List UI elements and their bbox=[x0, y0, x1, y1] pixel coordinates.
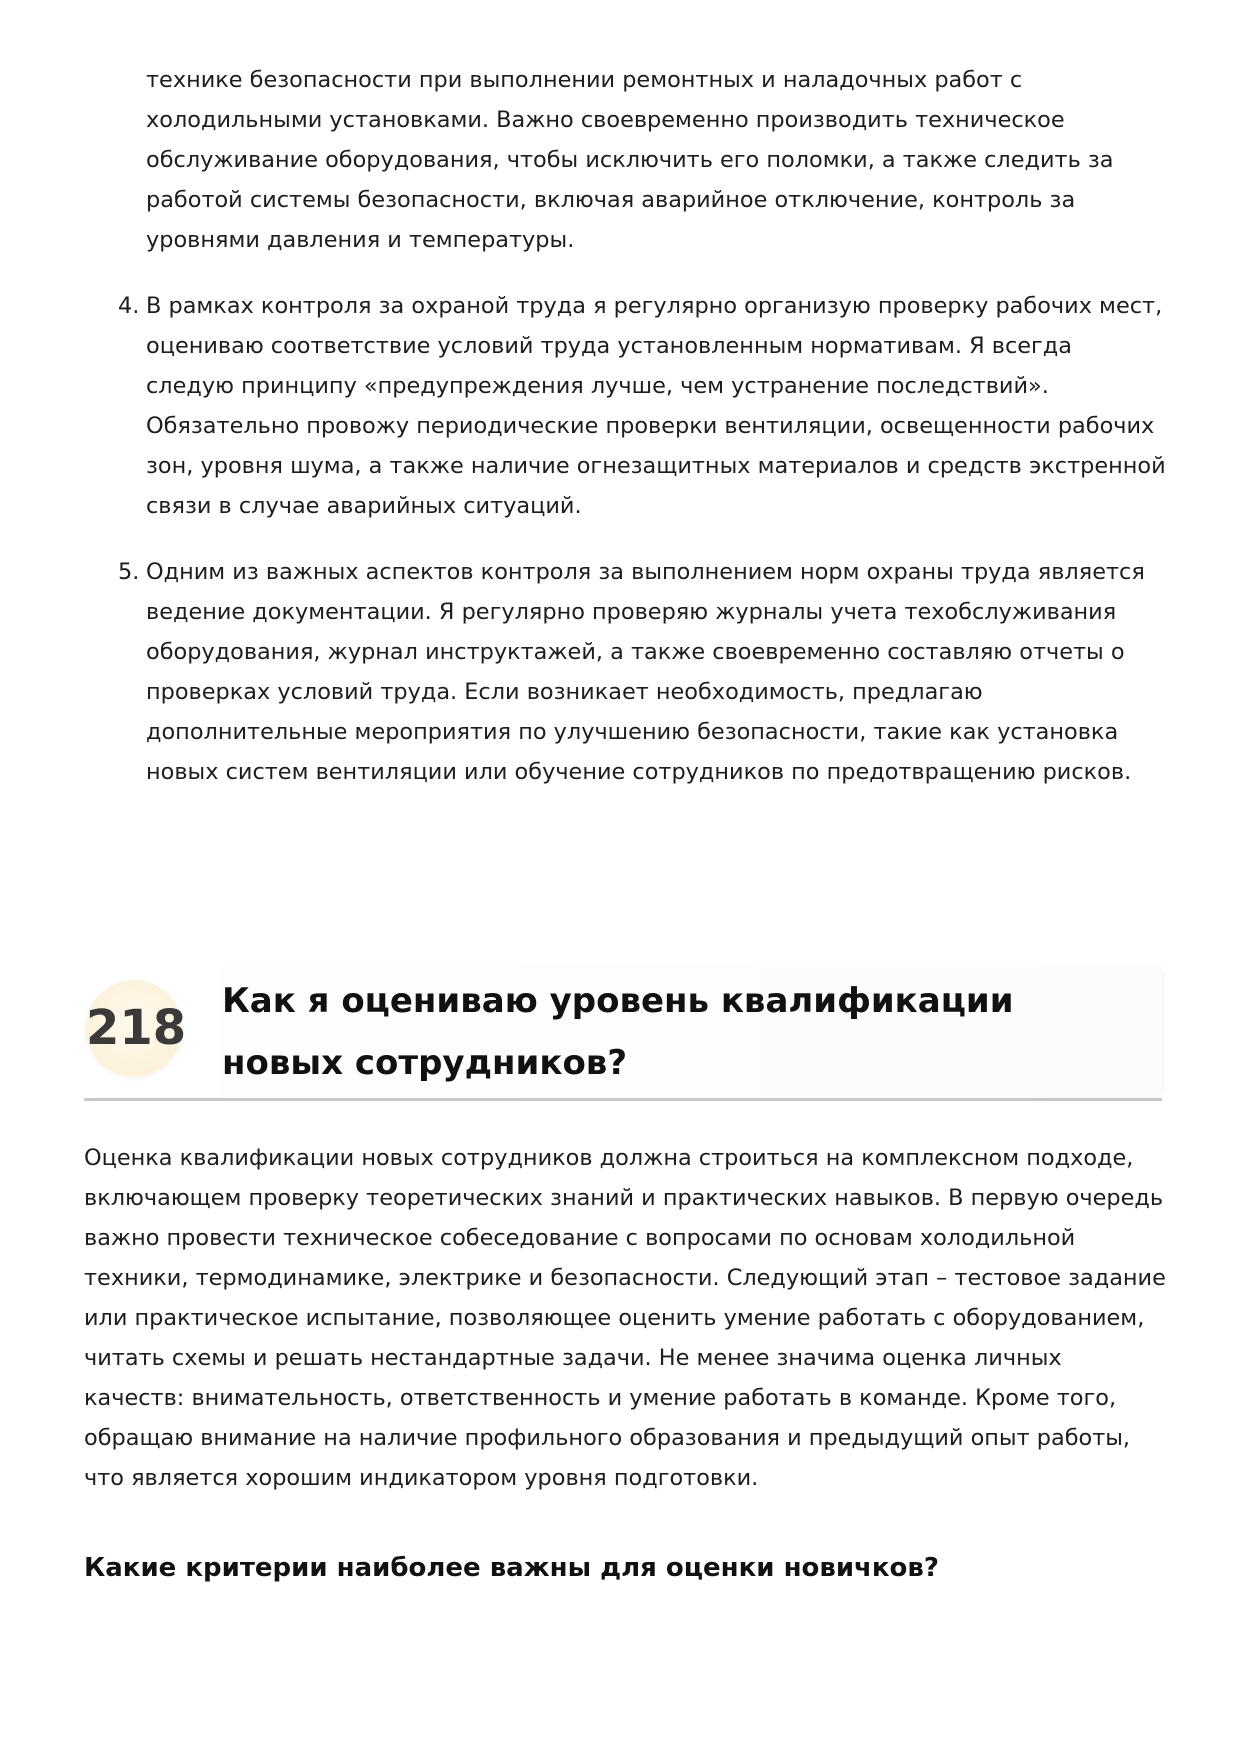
list-item bbox=[118, 286, 1166, 526]
question-number-badge: 218 bbox=[86, 980, 182, 1076]
answer-paragraph: Оценка квалификации новых сотрудников должна строиться на комплексном подходе, включающем проверку теоретических знаний и практических навыков. В первую очередь важно провести техническое собеседование с вопросами по основам холодильной техники, термодинамике, электрике и безопасности. Следующий этап – тестовое задание или практическое испытание, позволяющее оценить умение работать с оборудованием, читать схемы и решать нестандартные задачи. Не менее значима оценка личных качеств: внимательность, ответственность и умение работать в команде. Кроме того, обращаю внимание на наличие профильного образования и предыдущий опыт работы, что является хорошим индикатором уровня подготовки. bbox=[84, 1145, 1166, 1491]
follow-up-question: Какие критерии наиболее важны для оценки новичков? bbox=[84, 1553, 939, 1583]
question-title: Как я оцениваю уровень квалификации новых сотрудников? bbox=[222, 981, 1014, 1083]
list-item-continuation: технике безопасности при выполнении ремонтных и наладочных работ с холодильными установками. Важно своевременно производить техническое обслуживание оборудования, чтобы исключить его поломки, а также следить за работой системы безопасности, включая аварийное отключение, контроль за уровнями давления и температуры. bbox=[146, 67, 1114, 253]
list-item bbox=[118, 552, 1166, 792]
question-header bbox=[84, 966, 1162, 1101]
list-item-number: 4. bbox=[118, 293, 140, 319]
list-item-number: 5. bbox=[118, 559, 140, 585]
list-item-text: В рамках контроля за охраной труда я регулярно организую проверку рабочих мест, оцениваю соответствие условий труда установленным нормативам. Я всегда следую принципу «предупреждения лучше, чем устранение последствий». Обязательно провожу периодические проверки вентиляции, освещенности рабочих зон, уровня шума, а также наличие огнезащитных материалов и средств экстренной связи в случае аварийных ситуаций. bbox=[146, 293, 1166, 519]
list-item-text: Одним из важных аспектов контроля за выполнением норм охраны труда является ведение документации. Я регулярно проверяю журналы учета техобслуживания оборудования, журнал инструктажей, а также своевременно составляю отчеты о проверках условий труда. Если возникает необходимость, предлагаю дополнительные мероприятия по улучшению безопасности, такие как установка новых систем вентиляции или обучение сотрудников по предотвращению рисков. bbox=[146, 559, 1145, 785]
